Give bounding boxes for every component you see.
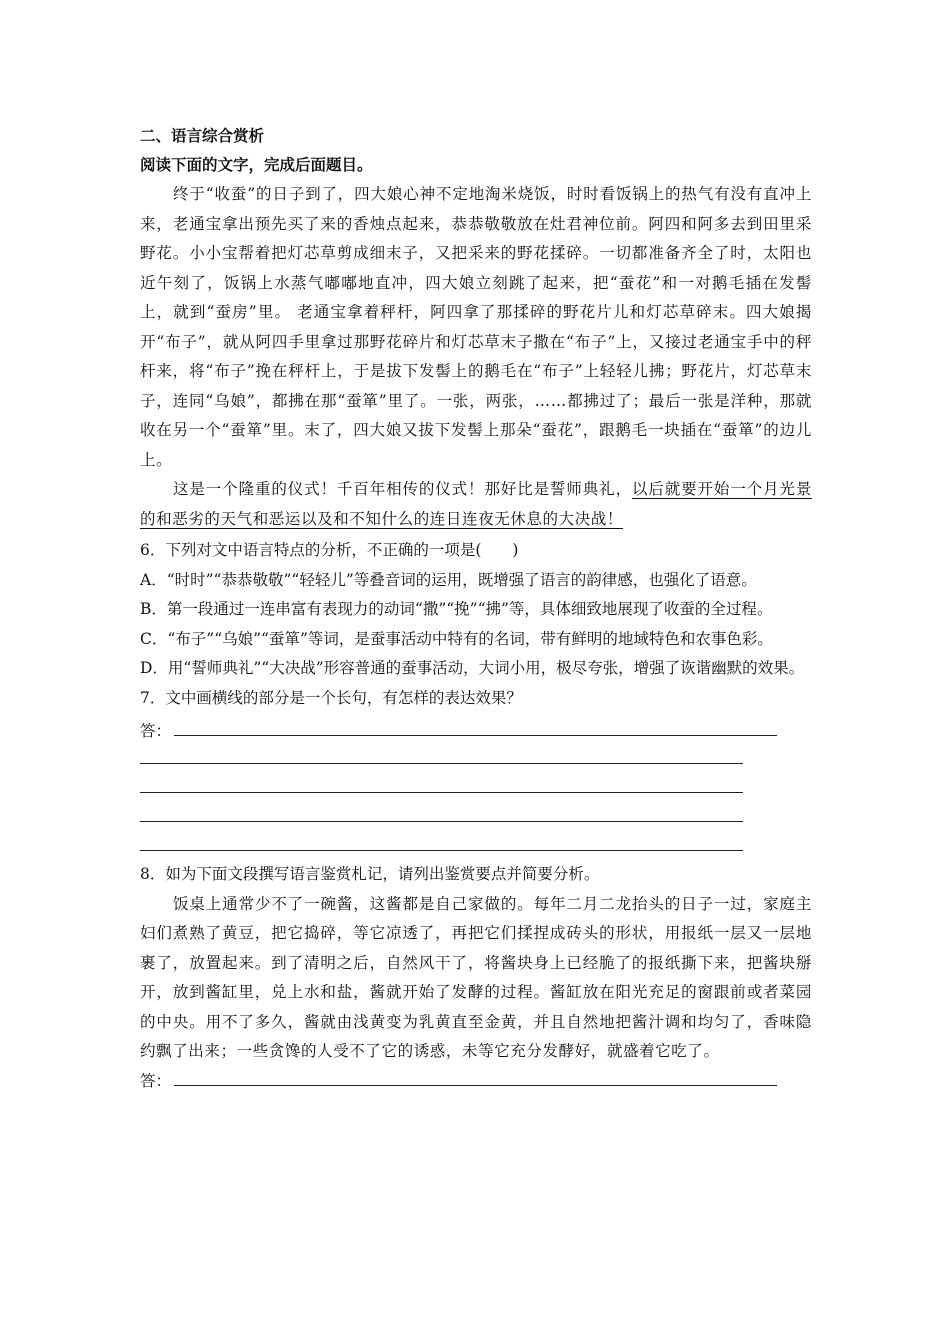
q7-answer-line-1[interactable] — [140, 713, 812, 742]
q8-answer-line[interactable] — [140, 1067, 812, 1096]
answer-rule — [140, 850, 743, 851]
passage-paragraph-2 — [140, 475, 812, 534]
answer-rule — [174, 735, 777, 736]
answer-rule — [174, 1085, 777, 1086]
q7-answer-line-5[interactable] — [140, 829, 812, 858]
instruction: 阅读下面的文字，完成后面题目。 — [140, 156, 373, 174]
q7-answer-label: 答： — [140, 722, 172, 740]
option-b[interactable]: B．第一段通过一连串富有表现力的动词“撒”“挽”“拂”等，具体细致地展现了收蚕的全过程。 — [140, 600, 773, 618]
section-title: 二、语言综合赏析 — [140, 127, 265, 145]
passage-paragraph-1: 终于“收蚕”的日子到了，四大娘心神不定地淘米烧饭，时时看饭锅上的热气有没有直冲上来，老通宝拿出预先买了来的香烛点起来，恭恭敬敬放在灶君神位前。阿四和阿多去到田里采野花。小小宝帮着把灯芯草剪成细末子，又把采来的野花揉碎。一切都准备齐全了时，太阳也近午刻了，饭锅上水蒸气嘟嘟地直冲，四大娘立刻跳了起来，把“蚕花”和一对鹅毛插在发髻上，就到“蚕房”里。 老通宝拿着秤杆，阿四拿了那揉碎的野花片儿和灯芯草碎末。四大娘揭开“布子”，就从阿四手里拿过那野花碎片和灯芯草末子撒在“布子”上，又接过老通宝手中的秤杆来，将“布子”挽在秤杆上，于是拔下发髻上的鹅毛在“布子”上轻轻儿拂；野花片，灯芯草末子，连同“乌娘”，都拂在那“蚕箪”里了。一张，两张，……都拂过了；最后一张是洋种，那就收在另一个“蚕箪”里。末了，四大娘又拔下发髻上那朵“蚕花”，跟鹅毛一块插在“蚕箪”的边儿上。 — [140, 185, 812, 469]
q7-answer-line-2[interactable] — [140, 742, 812, 771]
answer-rule — [140, 763, 743, 764]
q7-answer-line-3[interactable] — [140, 771, 812, 800]
option-c[interactable]: C．“布子”“乌娘”“蚕箪”等词，是蚕事活动中特有的名词，带有鲜明的地域特色和农事色彩。 — [140, 629, 773, 648]
answer-rule — [140, 821, 743, 822]
underlined-long-sentence: 以后就要开始一个月光景的和恶劣的天气和恶运以及和不知什么的连日连夜无休息的大决战！ — [140, 480, 812, 528]
question-8-passage: 饭桌上通常少不了一碗酱，这酱都是自己家做的。每年二月二龙抬头的日子一过，家庭主妇们煮熟了黄豆，把它捣碎，等它凉透了，再把它们揉捏成砖头的形状，用报纸一层又一层地裹了，放置起来。到了清明之后，自然风干了，将酱块身上已经脆了的报纸撕下来，把酱块掰开，放到酱缸里，兑上水和盐，酱就开始了发酵的过程。酱缸放在阳光充足的窗跟前或者菜园的中央。用不了多久，酱就由浅黄变为乳黄直至金黄，并且自然地把酱汁调和均匀了，香味隐约飘了出来；一些贪馋的人受不了它的诱惑，未等它充分发酵好，就盛着它吃了。 — [140, 894, 812, 1060]
passage-plain-text: 这是一个隆重的仪式！千百年相传的仪式！那好比是誓师典礼， — [173, 480, 632, 498]
worksheet-page — [140, 122, 812, 1096]
q8-answer-label: 答： — [140, 1071, 172, 1090]
question-8-stem: 8．如为下面文段撰写语言鉴赏札记，请列出鉴赏要点并简要分析。 — [140, 865, 600, 883]
option-a[interactable]: A．“时时”“恭恭敬敬”“轻轻儿”等叠音词的运用，既增强了语言的韵律感，也强化了语意。 — [140, 570, 757, 589]
answer-rule — [140, 792, 743, 793]
question-7-stem: 7．文中画横线的部分是一个长句，有怎样的表达效果？ — [140, 688, 522, 707]
question-6-stem: 6．下列对文中语言特点的分析，不正确的一项是( ) — [140, 541, 519, 559]
q7-answer-line-4[interactable] — [140, 800, 812, 829]
option-d[interactable]: D．用“誓师典礼”“大决战”形容普通的蚕事活动，大词小用，极尽夸张，增强了诙谐幽默的效果。 — [140, 659, 805, 677]
